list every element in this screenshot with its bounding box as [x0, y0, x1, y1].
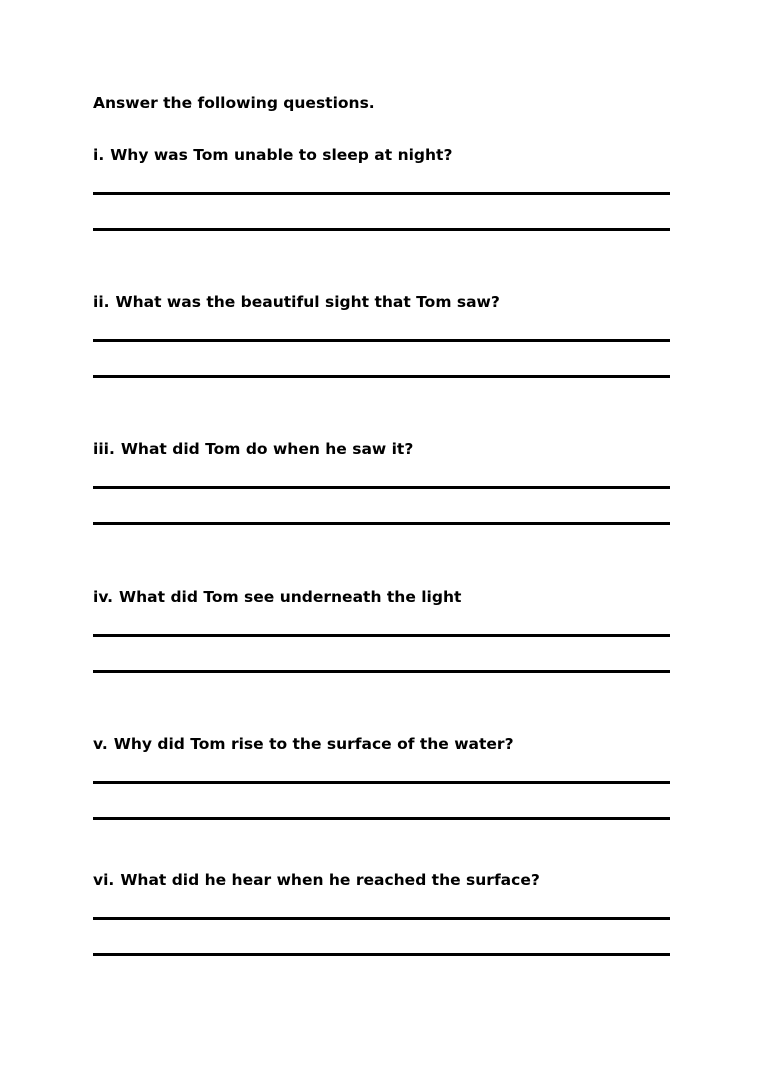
question-block-3: [0, 440, 768, 550]
question-prompt: What did Tom see underneath the light: [119, 588, 462, 606]
question-text: [93, 588, 461, 606]
answer-line[interactable]: [93, 634, 670, 637]
answer-line[interactable]: [93, 817, 670, 820]
question-text: [93, 735, 514, 753]
question-block-5: [0, 735, 768, 845]
question-prompt: What was the beautiful sight that Tom saw?: [115, 293, 500, 311]
question-number: vi.: [93, 871, 115, 889]
question-prompt: What did Tom do when he saw it?: [120, 440, 414, 458]
question-number: v.: [93, 735, 108, 753]
answer-line[interactable]: [93, 917, 670, 920]
question-text: [93, 293, 500, 311]
answer-line[interactable]: [93, 781, 670, 784]
question-block-1: [0, 146, 768, 256]
answer-line[interactable]: [93, 339, 670, 342]
question-prompt: Why did Tom rise to the surface of the water?: [113, 735, 514, 753]
answer-line[interactable]: [93, 486, 670, 489]
answer-line[interactable]: [93, 375, 670, 378]
question-number: i.: [93, 146, 105, 164]
answer-line[interactable]: [93, 522, 670, 525]
question-block-6: [0, 871, 768, 981]
question-prompt: Why was Tom unable to sleep at night?: [110, 146, 453, 164]
question-number: iv.: [93, 588, 114, 606]
answer-line[interactable]: [93, 953, 670, 956]
question-number: ii.: [93, 293, 110, 311]
answer-line[interactable]: [93, 228, 670, 231]
question-number: iii.: [93, 440, 115, 458]
question-text: [93, 871, 540, 889]
answer-line[interactable]: [93, 670, 670, 673]
question-block-2: [0, 293, 768, 403]
question-text: [93, 440, 413, 458]
question-block-4: [0, 588, 768, 698]
question-prompt: What did he hear when he reached the surface?: [120, 871, 540, 889]
question-text: [93, 146, 452, 164]
answer-line[interactable]: [93, 192, 670, 195]
worksheet-instruction: Answer the following questions.: [93, 94, 375, 112]
